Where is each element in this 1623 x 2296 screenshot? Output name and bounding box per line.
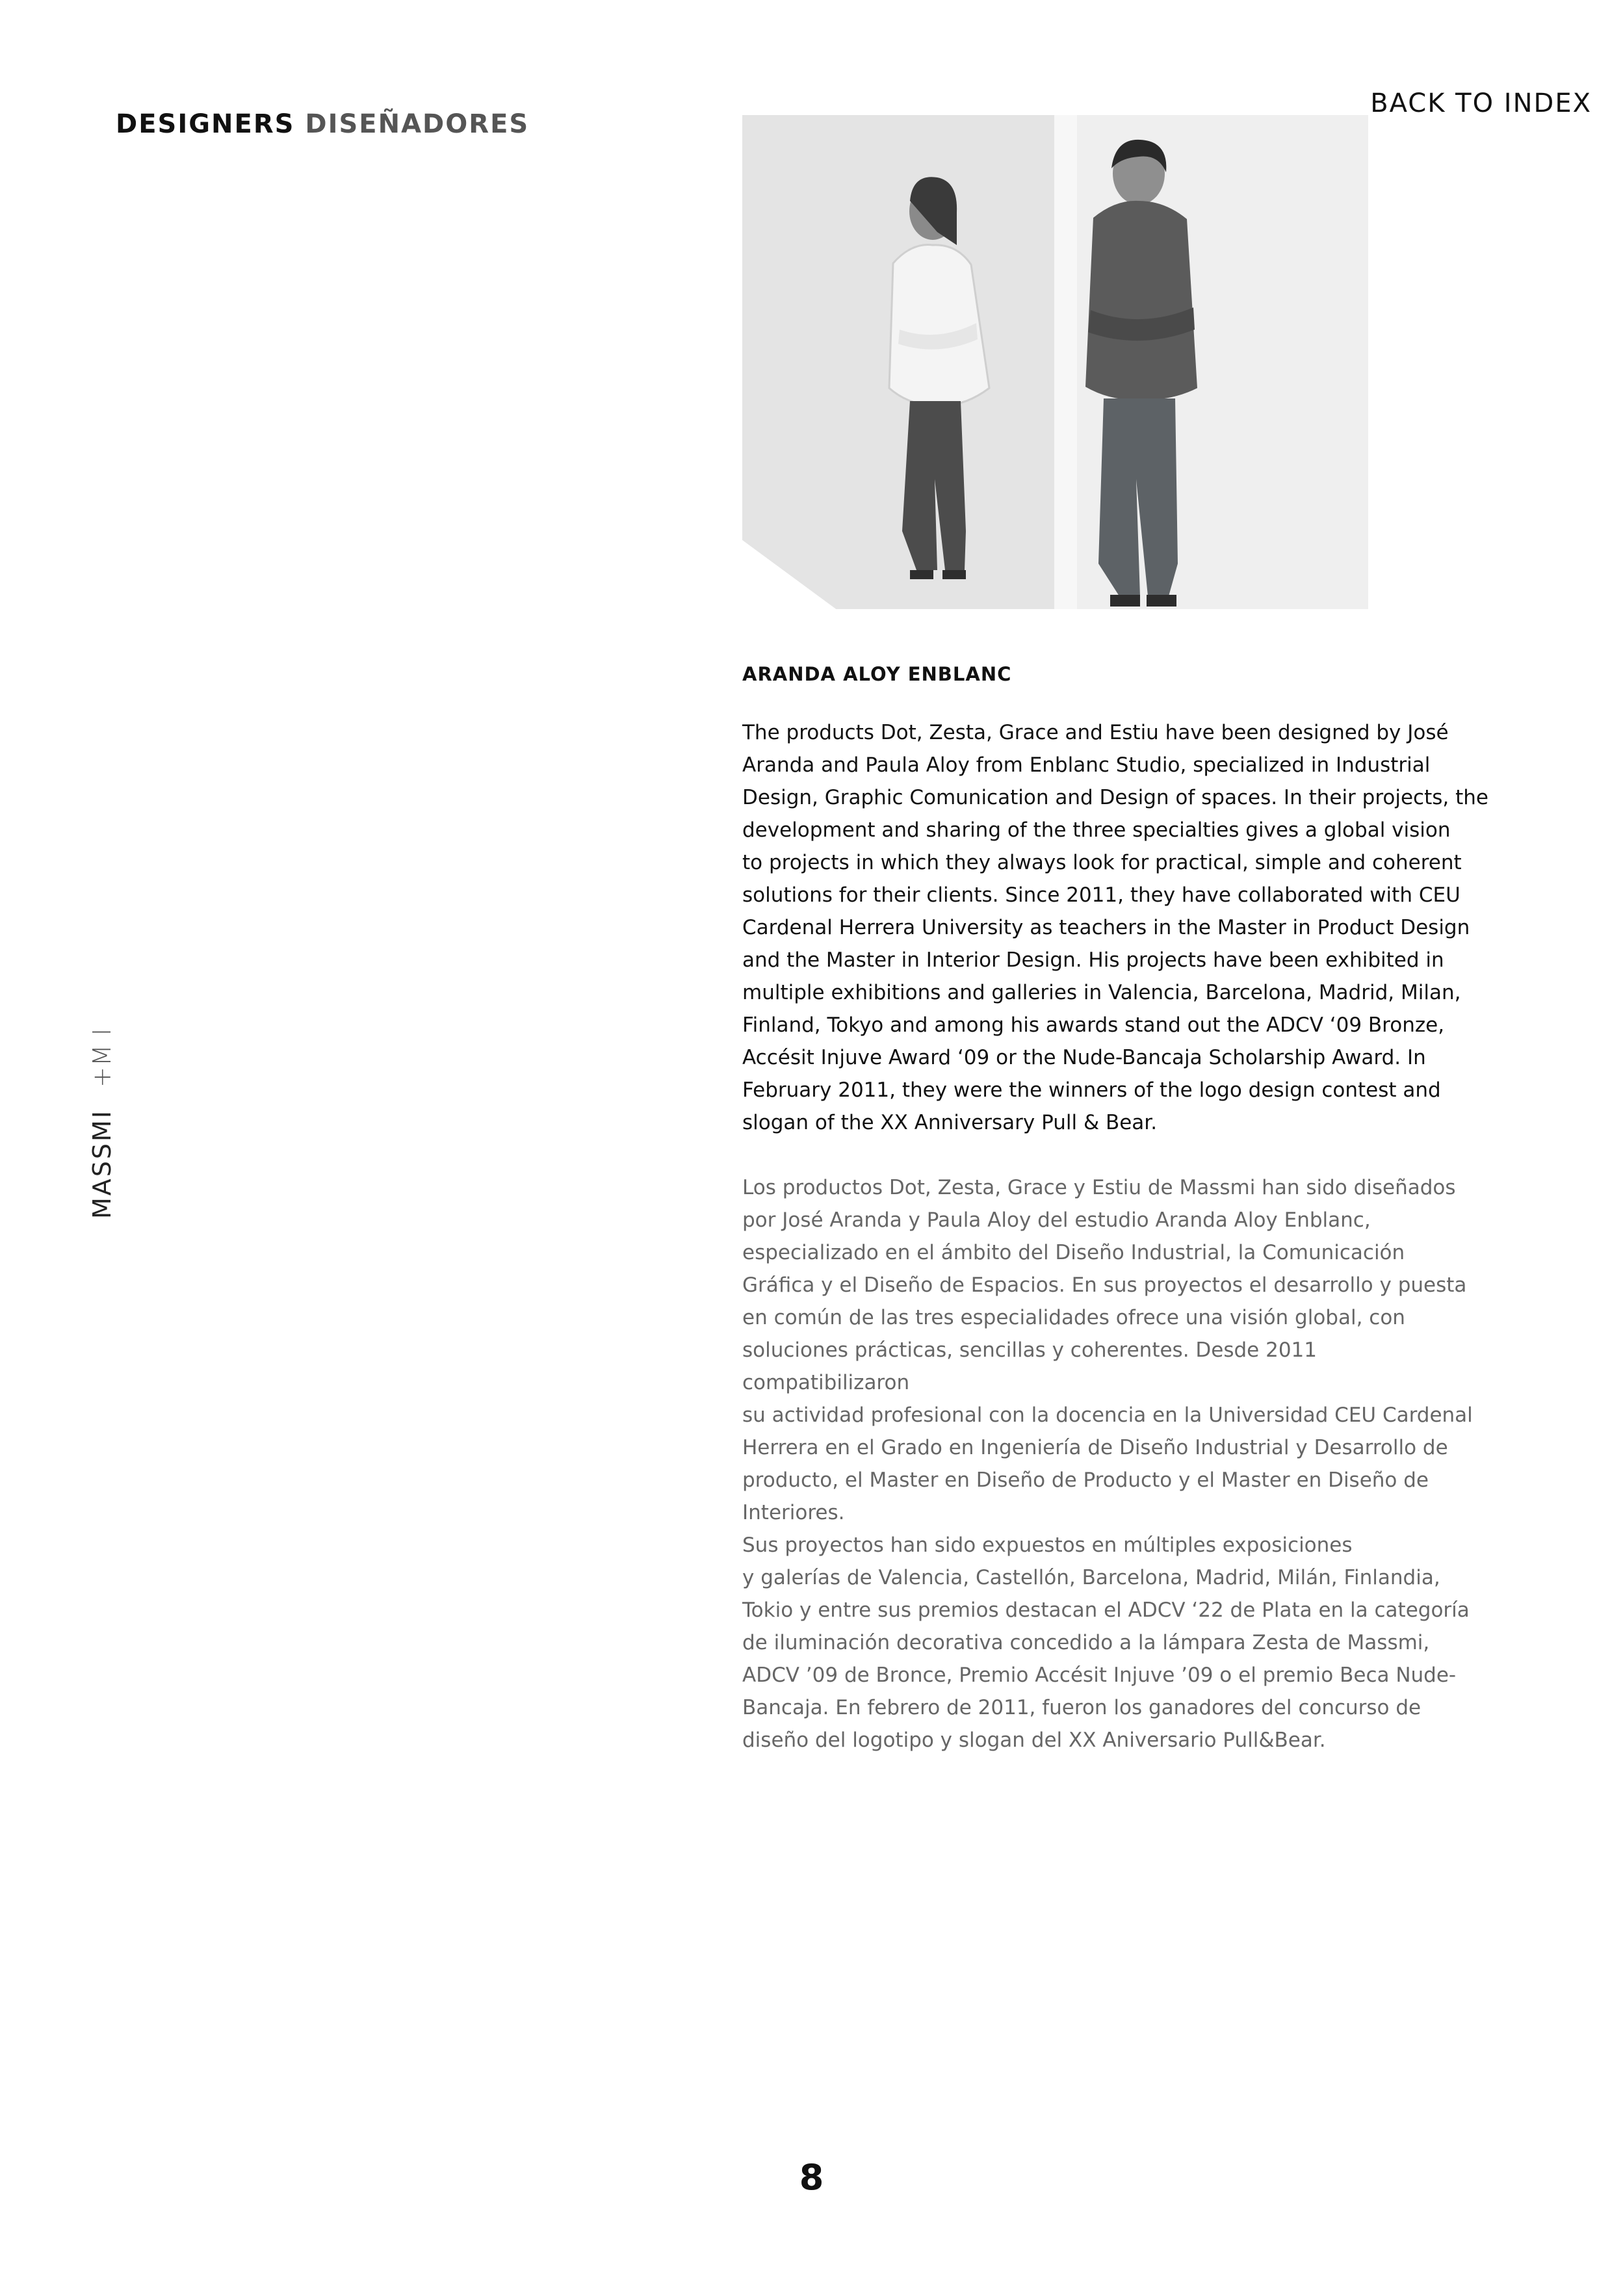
designer-bio-english: The products Dot, Zesta, Grace and Estiu have been designed by José Aranda and Paula Aloy from Enblanc Studio, specialized in Industrial Design, Graphic Comunication and Design of spaces. In their projects, the development and sharing of the three specialties gives a global vision to projects in which they always look for practical, simple and coherent solutions for their clients. Since 2011, they have collaborated with CEU Cardenal Herrera University as teachers in the Master in Product Design and the Master in Interior Design. His projects have been exhibited in multiple exhibitions and galleries in Valencia, Barcelona, Madrid, Milan, Finland, Tokyo and among his awards stand out the ADCV ‘09 Bronze, Accésit Injuve Award ‘09 or the Nude-Bancaja Scholarship Award. In February 2011, they were the winners of the logo design contest and slogan of the XX Anniversary Pull & Bear.: [742, 721, 1488, 1134]
brand-name: MASSMI: [88, 1108, 116, 1219]
brand-logo-mark: +M I: [88, 1027, 116, 1088]
section-header: [116, 109, 529, 139]
designer-bio-spanish: Los productos Dot, Zesta, Grace y Estiu de Massmi han sido diseñados por José Aranda y Paula Aloy del estudio Aranda Aloy Enblanc, especializado en el ámbito del Diseño Industrial, la Comunicación Gráfica y el Diseño de Espacios. En sus proyectos el desarrollo y puesta en común de las tres especialidades ofrece una visión global, con soluciones prácticas, sencillas y coherentes. Desde 2011 compatibilizaron su actividad profesional con la docencia en la Universidad CEU Cardenal Herrera en el Grado en Ingeniería de Diseño Industrial y Desarrollo de producto, el Master en Diseño de Producto y el Master en Diseño de Interiores. Sus proyectos han sido expuestos en múltiples exposiciones y galerías de Valencia, Castellón, Barcelona, Madrid, Milán, Finlandia, Tokio y entre sus premios destacan el ADCV ‘22 de Plata en la categoría de iluminación decorativa concedido a la lámpara Zesta de Massmi, ADCV ’09 de Bronce, Premio Accésit Injuve ’09 o el premio Beca Nude- Bancaja. En febrero de 2011, fueron los ganadores del concurso de diseño del logotipo y slogan del XX Aniversario Pull&Bear.: [742, 1176, 1473, 1752]
vertical-brand-label: [88, 1028, 116, 1219]
section-title-es: DISEÑADORES: [305, 109, 530, 139]
designer-name: ARANDA ALOY ENBLANC: [742, 663, 1012, 685]
page-number: 8: [799, 2157, 824, 2198]
designers-photo: [742, 115, 1368, 609]
designer-profile: [742, 663, 1490, 1756]
section-title-en: DESIGNERS: [116, 109, 295, 139]
designers-photo-illustration: [742, 115, 1368, 609]
back-to-index-link[interactable]: BACK TO INDEX: [1370, 88, 1592, 118]
